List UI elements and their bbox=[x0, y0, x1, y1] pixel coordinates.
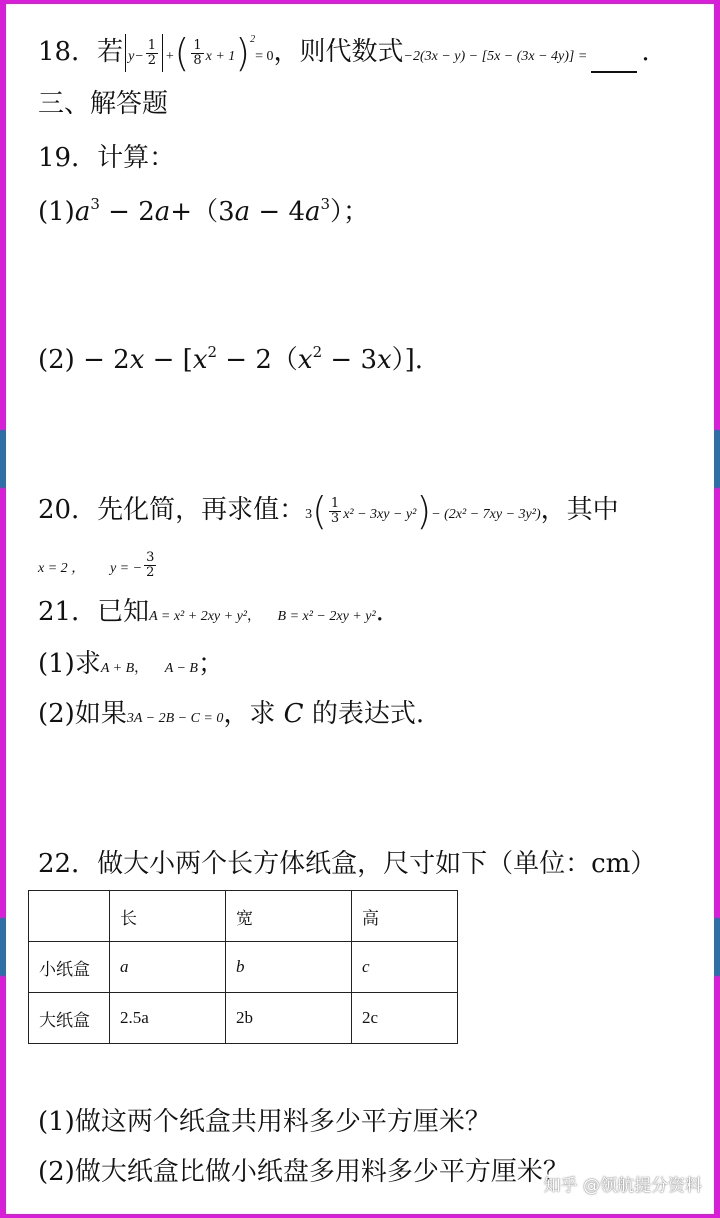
q19-p1-a4: a bbox=[304, 197, 321, 227]
q21-p1-end: ； bbox=[198, 649, 225, 679]
bottom-border bbox=[0, 1214, 720, 1218]
q21-sep: ， bbox=[246, 609, 261, 624]
q21-title: 21．已知 bbox=[38, 597, 150, 627]
question-20 bbox=[38, 489, 619, 533]
watermark: 知乎 @领航提分资料 bbox=[543, 1176, 702, 1196]
table-cell: 2c bbox=[352, 993, 458, 1044]
question-21 bbox=[38, 596, 384, 633]
q18-frac1-num: 1 bbox=[147, 37, 157, 53]
table-cell: a bbox=[110, 942, 226, 993]
right-border bbox=[714, 0, 720, 1218]
q21-p2-expr: 3A − 2B − C = 0 bbox=[126, 711, 224, 726]
q18-paren-inner: x + 1 bbox=[205, 49, 236, 64]
q20-cond-x: x = 2 ， bbox=[38, 561, 86, 576]
q21-a-def: A = x² + 2xy + y² bbox=[149, 609, 247, 624]
table-cell: 2.5a bbox=[110, 993, 226, 1044]
q19-p2-end: ）]. bbox=[391, 345, 424, 375]
q20-coef: 3 bbox=[305, 507, 313, 522]
table-cell: c bbox=[352, 942, 458, 993]
q22-part1: (1)做这两个纸盒共用料多少平方厘米？ bbox=[38, 1107, 491, 1137]
q19-part1 bbox=[38, 196, 369, 228]
q18-plus: + bbox=[165, 49, 175, 64]
q19-p1-a3: a bbox=[234, 197, 251, 227]
dimensions-table bbox=[28, 890, 458, 1044]
q21-b-def: B = x² − 2xy + y² bbox=[277, 609, 376, 624]
q18-mid-text: ，则代数式 bbox=[273, 37, 404, 67]
q21-part1 bbox=[38, 648, 224, 685]
q18-eq-zero: = 0 bbox=[255, 49, 274, 64]
table-cell-label: 小纸盒 bbox=[29, 942, 110, 993]
q19-p2-minus2: − 2（ bbox=[217, 345, 298, 375]
q21-part2 bbox=[38, 698, 424, 735]
q20-text: 20．先化简，再求值： bbox=[38, 495, 306, 525]
q19-p1-end: ）； bbox=[330, 197, 370, 227]
q19-p2-x2: x bbox=[192, 345, 208, 375]
q19-p2-minus3: − 3 bbox=[322, 345, 377, 375]
section-title: 三、解答题 bbox=[38, 89, 169, 119]
q19-p1-a2: a bbox=[154, 197, 171, 227]
q18-frac1-den: 2 bbox=[147, 52, 157, 68]
q18-frac-half bbox=[146, 39, 158, 68]
abs-bar-left bbox=[125, 34, 126, 72]
question-18 bbox=[38, 24, 650, 73]
q18-expression: −2(3x − y) − [5x − (3x − 4y)] = bbox=[403, 49, 588, 64]
table-header-cell bbox=[29, 891, 110, 942]
q18-abs-minus: − bbox=[134, 49, 144, 64]
table-row bbox=[29, 942, 458, 993]
q22-title: 22．做大小两个长方体纸盒，尺寸如下（单位：cm） bbox=[38, 849, 657, 879]
right-stripe-2 bbox=[714, 918, 720, 976]
q20-frac-den: 3 bbox=[330, 510, 340, 526]
table-row bbox=[29, 993, 458, 1044]
q20-y-den: 2 bbox=[146, 564, 155, 580]
right-stripe-1 bbox=[714, 430, 720, 488]
q19-p2-x4: x bbox=[376, 345, 392, 375]
q20-rest: − (2x² − 7xy − 3y²) bbox=[431, 507, 541, 522]
q18-power: 2 bbox=[250, 34, 256, 45]
q20-inner: x² − 3xy − y² bbox=[343, 507, 417, 522]
q19-p1-label: (1) bbox=[38, 197, 75, 227]
q18-frac2-num: 1 bbox=[193, 37, 202, 53]
q21-p2-c: C bbox=[283, 699, 304, 729]
table-header-row bbox=[29, 891, 458, 942]
q21-p1-sep: ， bbox=[134, 661, 149, 676]
q21-p1-expr2: A − B bbox=[164, 661, 198, 676]
q19-p1-minus2: − 2 bbox=[99, 197, 155, 227]
q18-frac-eighth bbox=[191, 39, 203, 68]
q21-p2-end: 的表达式. bbox=[311, 699, 425, 729]
q19-part2 bbox=[38, 344, 423, 376]
table-cell: b bbox=[226, 942, 352, 993]
top-border bbox=[0, 0, 720, 4]
q22-part2: (2)做大纸盒比做小纸盘多用料多少平方厘米？ bbox=[38, 1157, 569, 1187]
q21-p2-mid: ，求 bbox=[223, 699, 276, 729]
q19-p2-exp1: 2 bbox=[207, 343, 218, 361]
q20-conditions bbox=[38, 548, 158, 585]
q20-y-num: 3 bbox=[146, 549, 155, 565]
q20-frac-y bbox=[144, 551, 156, 580]
q18-paren-close: ) bbox=[235, 31, 251, 75]
abs-bar-right bbox=[162, 34, 163, 72]
table-header-cell: 长 bbox=[110, 891, 226, 942]
q19-p2-x1: x bbox=[129, 345, 145, 375]
q19-title: 19．计算： bbox=[38, 143, 176, 173]
table-cell: 2b bbox=[226, 993, 352, 1044]
q19-p1-a1: a bbox=[74, 197, 91, 227]
q20-frac-num: 1 bbox=[330, 495, 340, 511]
left-stripe-2 bbox=[0, 918, 6, 976]
q19-p2-bracket: − [ bbox=[144, 345, 193, 375]
table-cell-label: 大纸盒 bbox=[29, 993, 110, 1044]
q21-p2-label: (2)如果 bbox=[38, 699, 127, 729]
q19-p2-label: (2) − 2 bbox=[38, 345, 130, 375]
q19-p2-x3: x bbox=[297, 345, 313, 375]
q19-p1-minus4: − 4 bbox=[250, 197, 305, 227]
q21-p1-label: (1)求 bbox=[38, 649, 101, 679]
q20-cond-y: y = − bbox=[109, 561, 143, 576]
left-border bbox=[0, 0, 6, 1218]
q18-abs-var: y bbox=[128, 49, 135, 64]
q18-paren-open: ( bbox=[174, 31, 190, 75]
q20-tail: ，其中 bbox=[540, 495, 619, 525]
q20-frac-third bbox=[329, 497, 341, 526]
q21-p1-expr1: A + B bbox=[100, 661, 135, 676]
q20-paren-close: ) bbox=[416, 489, 432, 533]
q18-end: . bbox=[641, 37, 650, 67]
q19-p2-exp2: 2 bbox=[312, 343, 323, 361]
q18-number: 18．若 bbox=[38, 37, 124, 67]
table-header-cell: 宽 bbox=[226, 891, 352, 942]
left-stripe-1 bbox=[0, 430, 6, 488]
q20-paren-open: ( bbox=[312, 489, 327, 533]
q19-p1-exp1: 3 bbox=[90, 195, 100, 213]
table-header-cell: 高 bbox=[352, 891, 458, 942]
q19-p1-plus3: +（3 bbox=[170, 197, 235, 227]
answer-blank bbox=[591, 49, 637, 73]
q18-frac2-den: 8 bbox=[193, 52, 202, 68]
q19-p1-exp2: 3 bbox=[320, 195, 331, 213]
q21-end: . bbox=[375, 597, 384, 627]
